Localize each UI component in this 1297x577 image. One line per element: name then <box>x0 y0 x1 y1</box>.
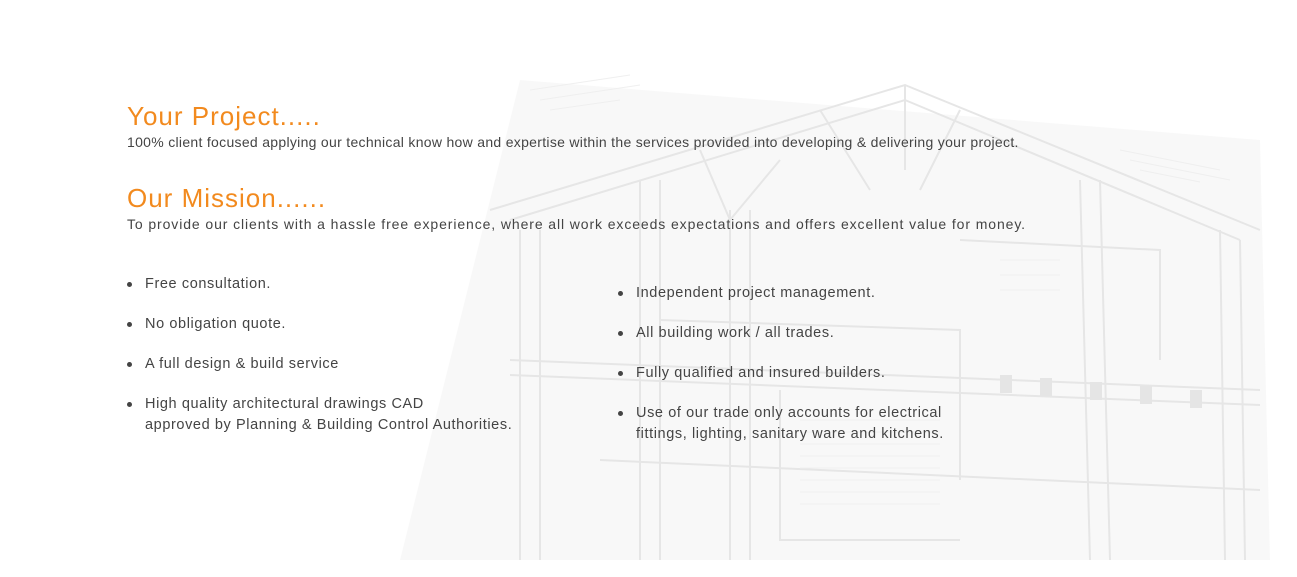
list-item-text: A full design & build service <box>145 356 339 372</box>
list-item-text: Use of our trade only accounts for electrical <box>636 405 942 421</box>
main-content <box>127 100 1187 474</box>
bullet-dot-icon <box>618 331 623 336</box>
list-item-text-continued: approved by Planning & Building Control Authorities. <box>145 417 513 433</box>
list-item-text: No obligation quote. <box>145 316 286 332</box>
list-item-text: High quality architectural drawings CAD <box>145 396 424 412</box>
mission-text: To provide our clients with a hassle free experience, where all work exceeds expectations and offers excellent value for money. <box>127 216 1026 232</box>
list-item <box>127 314 512 335</box>
project-text: 100% client focused applying our technical know how and expertise within the services provided into developing & delivering your project. <box>127 134 1019 150</box>
bullet-dot-icon <box>127 322 132 327</box>
list-item-text: Fully qualified and insured builders. <box>636 365 886 381</box>
project-heading: Your Project..... <box>127 101 321 131</box>
list-item-text: Independent project management. <box>636 285 876 301</box>
bullet-dot-icon <box>618 411 623 416</box>
bullet-dot-icon <box>127 282 132 287</box>
list-item <box>618 363 944 384</box>
services-lists <box>127 274 1187 474</box>
list-item-text-continued: fittings, lighting, sanitary ware and kitchens. <box>636 426 944 442</box>
bullet-dot-icon <box>618 371 623 376</box>
list-item <box>618 323 944 344</box>
list-item-text: Free consultation. <box>145 276 272 292</box>
mission-heading: Our Mission...... <box>127 183 327 213</box>
list-item-text: All building work / all trades. <box>636 325 835 341</box>
services-list-right <box>618 283 944 464</box>
list-item <box>127 274 512 295</box>
list-item <box>127 354 512 375</box>
list-item <box>618 403 944 445</box>
list-item <box>127 394 512 436</box>
services-list-left <box>127 274 512 455</box>
bullet-dot-icon <box>127 402 132 407</box>
list-item <box>618 283 944 304</box>
bullet-dot-icon <box>127 362 132 367</box>
bullet-dot-icon <box>618 291 623 296</box>
